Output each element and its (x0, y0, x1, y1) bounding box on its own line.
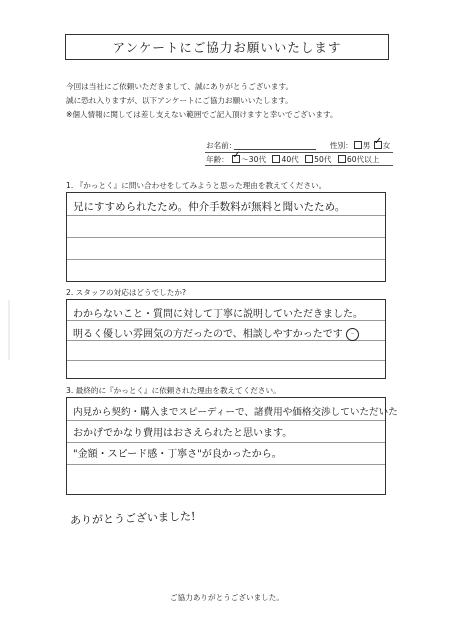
age-label: 年齢： (206, 155, 229, 164)
question-3: 3. 最終的に『かっとく』に依頼された理由を教えてください。 (66, 386, 281, 395)
question-2: 2. スタッフの対応はどうでしたか? (66, 288, 187, 297)
answer-rule (67, 259, 385, 260)
smiley-icon: ᵕ (346, 328, 359, 341)
answer-box-2[interactable] (66, 299, 386, 379)
answer-rule (67, 320, 385, 321)
answer-2-line-1: わからないこと・質問に対して丁寧に説明していただきました。 (73, 309, 363, 320)
question-1: 1. 『かっとく』に問い合わせをしてみようと思った理由を教えてください。 (66, 181, 327, 190)
intro-line: ※個人情報に関しては差し支えない範囲でご記入頂けますと幸いでございます。 (66, 110, 338, 119)
intro-line: 誠に恐れ入りますが、以下アンケートにご協力お願いいたします。 (66, 96, 293, 105)
answer-rule (67, 464, 385, 465)
gender-male-checkbox[interactable] (354, 141, 362, 149)
gender-field (330, 136, 391, 151)
answer-rule (67, 215, 385, 216)
answer-2-line-2 (73, 325, 359, 341)
answer-3-line-3: "金額・スピード感・丁寧さ"が良かったから。 (73, 449, 282, 460)
survey-title: アンケートにご協力お願いいたします (65, 34, 389, 60)
answer-rule (67, 237, 385, 238)
check-mark-icon: ✓ (232, 150, 241, 161)
answer-rule (67, 420, 385, 421)
name-label: お名前： (206, 141, 237, 150)
answer-3-line-1: 内見から契約・購入までスピーディーで、諸費用や価格交渉していただいた (73, 407, 398, 418)
age-field (206, 150, 380, 165)
age-40s-label: 40代 (281, 155, 299, 164)
answer-3-line-2: おかげでかなり費用はおさえられたと思います。 (73, 428, 293, 439)
name-field-line (234, 149, 316, 150)
respondent-divider (205, 165, 393, 166)
age-40s-checkbox[interactable] (272, 155, 280, 163)
answer-rule (67, 442, 385, 443)
answer-rule (67, 360, 385, 361)
answer-box-3[interactable] (66, 397, 398, 495)
age-30s-checkbox[interactable] (232, 150, 241, 163)
gender-female-checkbox[interactable] (373, 136, 383, 149)
age-50s-label: 50代 (314, 155, 332, 164)
gender-male-label: 男 (362, 141, 371, 150)
footer-thanks: ご協力ありがとうございました。 (170, 593, 284, 602)
handwritten-thanks: ありがとうございました! (69, 509, 196, 528)
age-50s-checkbox[interactable] (305, 155, 313, 163)
answer-1-text: 兄にすすめられたため。仲介手数料が無料と聞いたため。 (73, 201, 346, 213)
answer-box-1[interactable] (66, 192, 386, 282)
check-mark-icon: ✓ (373, 136, 383, 147)
age-60s-label: 60代以上 (346, 155, 380, 164)
answer-2-line-2-text: 明るく優しい雰囲気の方だったので、相談しやすかったです (73, 329, 343, 340)
intro-line: 今回は当社にご依頼いただきまして、誠にありがとうございます。 (66, 82, 294, 91)
gender-label: 性別： (330, 141, 353, 150)
age-60s-checkbox[interactable] (338, 155, 346, 163)
gender-female-label: 女 (382, 141, 391, 150)
intro-text (66, 80, 338, 122)
scan-edge-mark (8, 300, 10, 360)
age-30s-label: ～30代 (241, 155, 267, 164)
